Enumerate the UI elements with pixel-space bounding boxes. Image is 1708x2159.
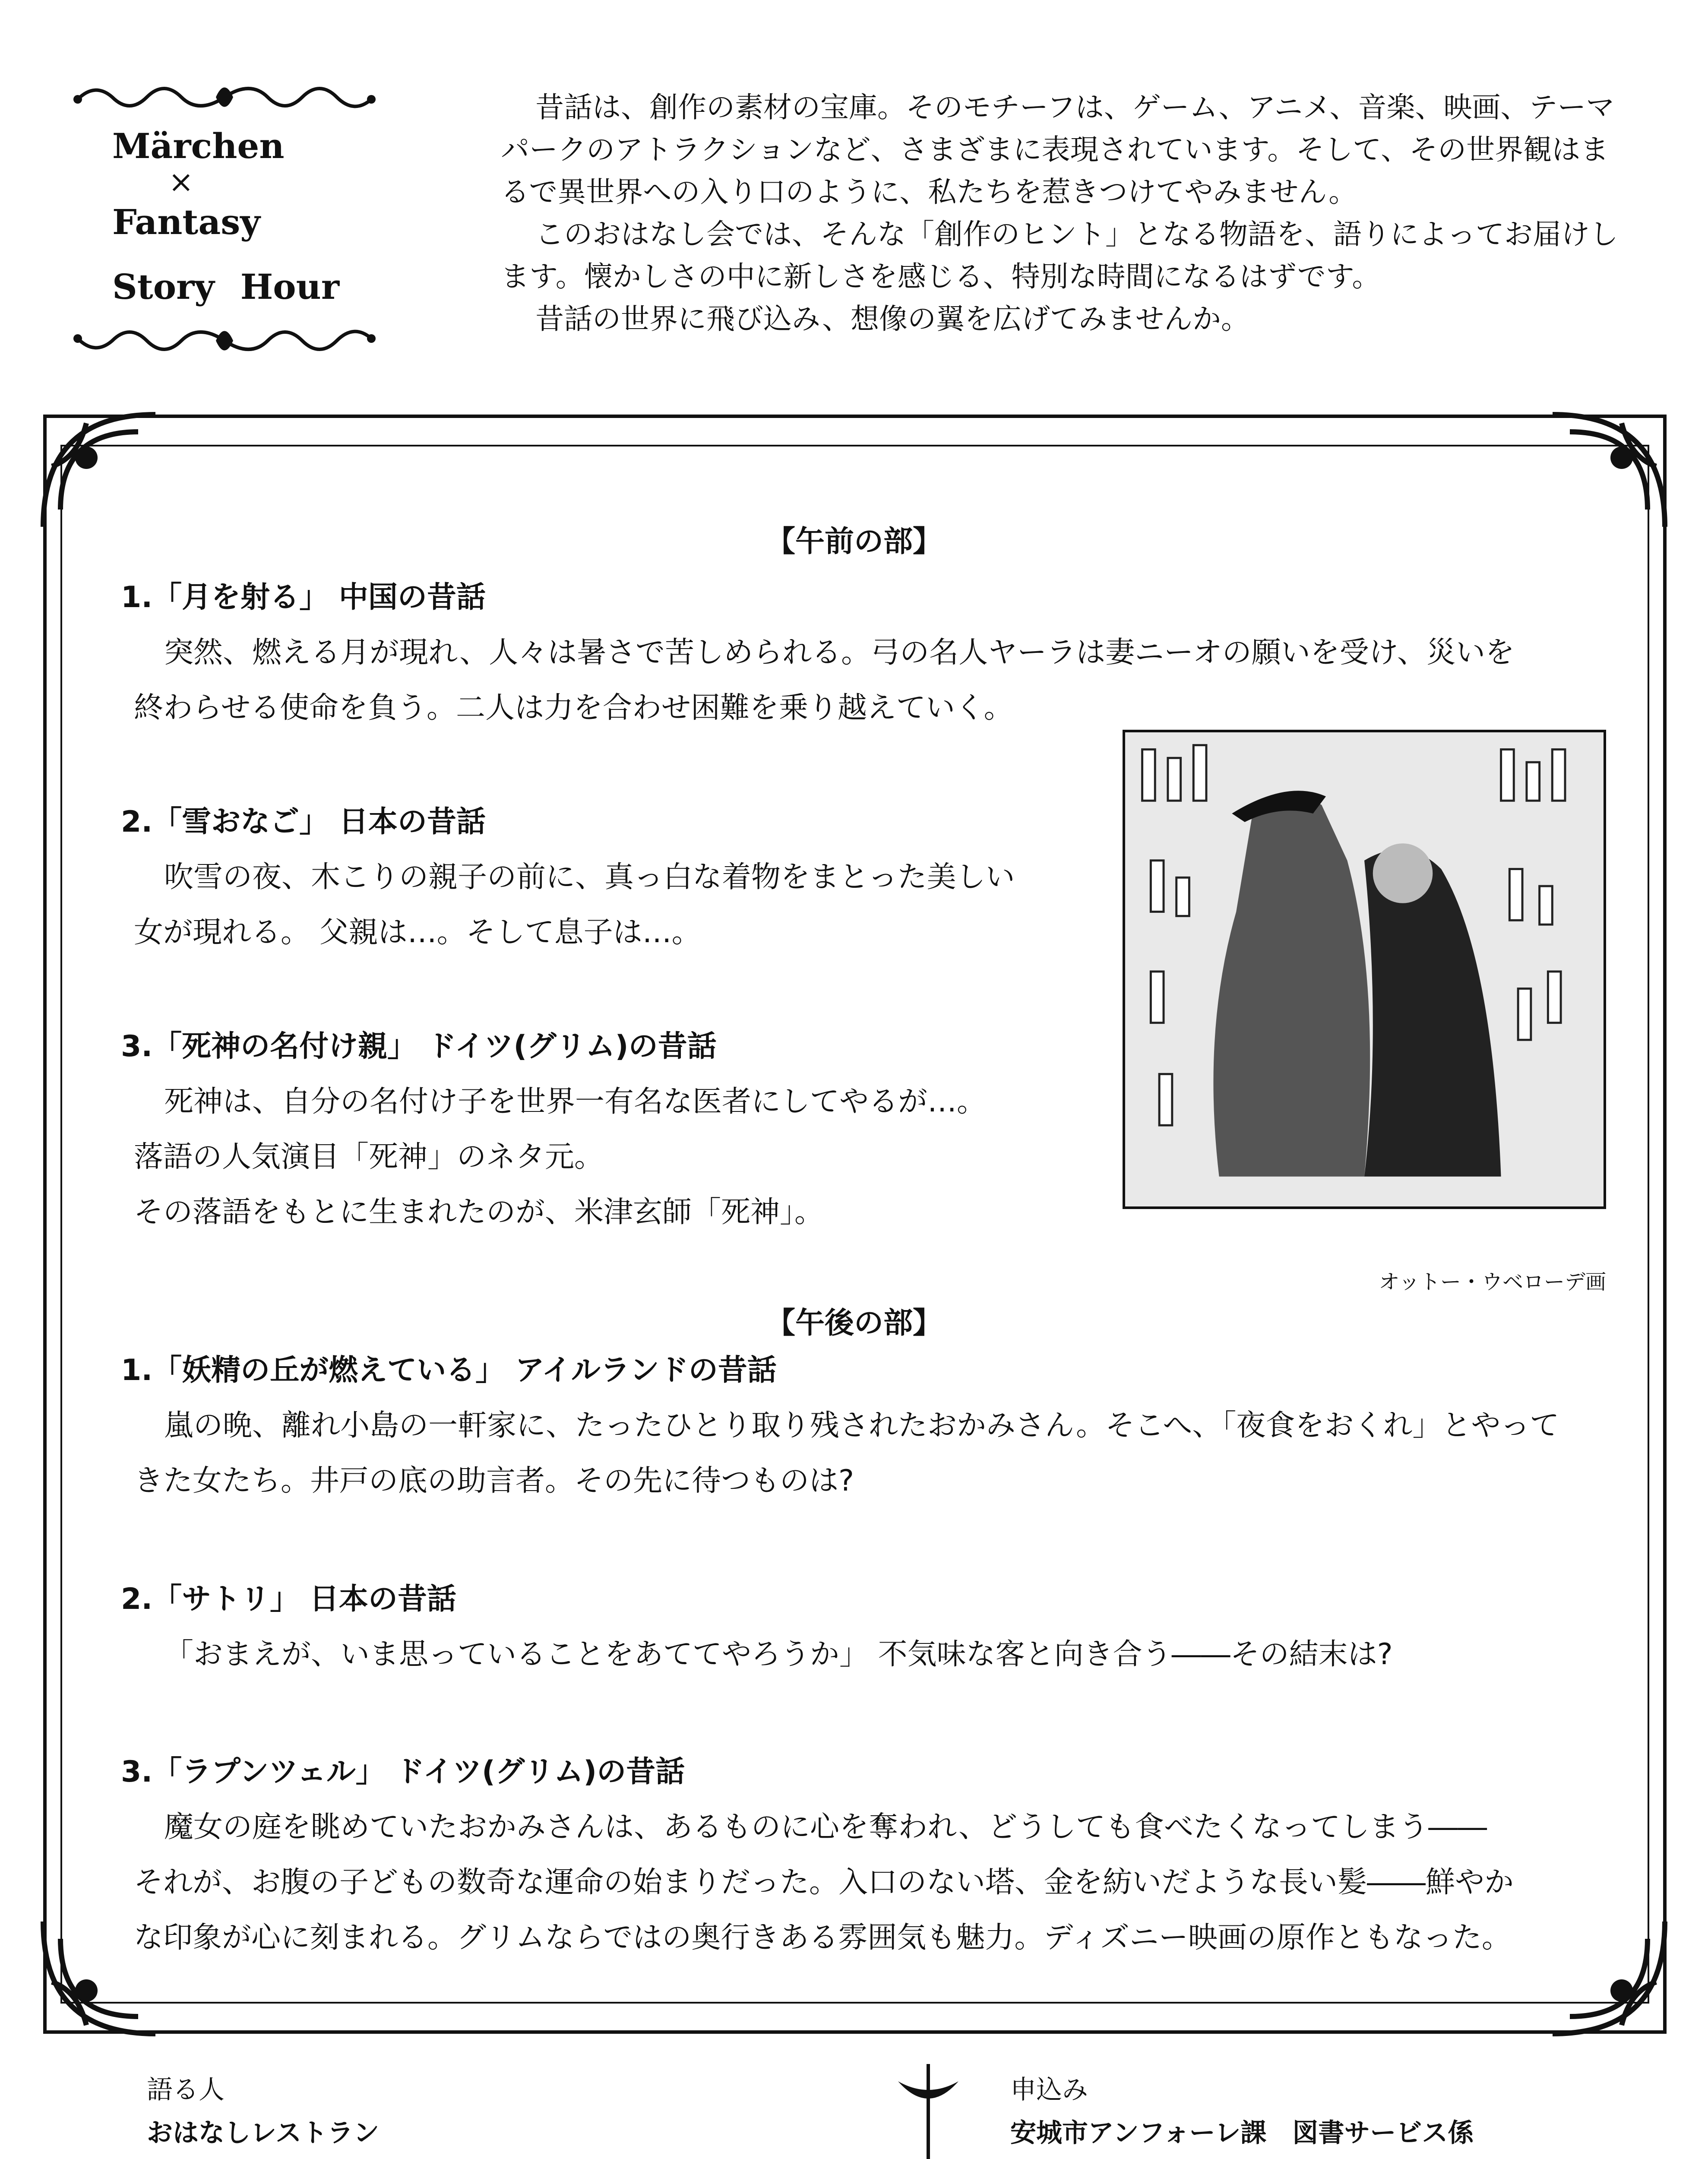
story-item: [121, 570, 1623, 736]
story-title: 1.「妖精の丘が燃えている」 アイルランドの昔話: [121, 1353, 777, 1387]
story-synopsis: 嵐の晩、離れ小島の一軒家に、たったひとり取り残されたおかみさん。そこへ、「夜食をおくれ」とやって きた女たち。井戸の底の助言者。その先に待つものは?: [134, 1409, 1559, 1498]
story-title: 2.「サトリ」 日本の昔話: [121, 1582, 456, 1616]
story-title: 3.「ラプンツェル」 ドイツ(グリム)の昔話: [121, 1755, 685, 1789]
apply-label: 申込み: [1010, 2075, 1088, 2105]
story-title: 3.「死神の名付け親」 ドイツ(グリム)の昔話: [121, 1029, 717, 1064]
intro-paragraph: 昔話の世界に飛び込み、想像の翼を広げてみませんか。: [535, 302, 1249, 336]
afternoon-heading: 【午後の部】: [765, 1306, 942, 1340]
teller-description: [147, 2155, 846, 2159]
fleur-ornament-icon: [872, 2055, 984, 2159]
story-item: [121, 1343, 1623, 1509]
story-illustration: [1123, 730, 1606, 1209]
application-info: [1010, 2068, 1658, 2159]
story-synopsis: 魔女の庭を眺めていたおかみさんは、あるものに心を奪われ、どうしても食べたくなってしまう―― それが、お腹の子どもの数奇な運命の始まりだった。入口のない塔、金を紡いだような長い髪――鮮やか な印象が心に刻まれる。グリムならではの奥行きある雰囲気も魅力。ディズニー映画の原作ともなった。: [134, 1810, 1514, 1955]
intro-paragraph: 昔話は、創作の素材の宝庫。そのモチーフは、ゲーム、アニメ、音楽、映画、テーマパークのアトラクションなど、さまざまに表現されています。そして、その世界観はまるで異世界への入り口のように、私たちを惹きつけてやみません。: [501, 91, 1615, 209]
title-cross: ×: [168, 164, 194, 199]
story-item: [121, 1019, 1097, 1240]
illustration-credit: オットー・ウベローデ画: [1379, 1270, 1606, 1294]
title-fantasy: Fantasy: [112, 202, 260, 242]
teller-info: [147, 2068, 846, 2159]
intro-text: [501, 86, 1632, 340]
story-synopsis: 突然、燃える月が現れ、人々は暑さで苦しめられる。弓の名人ヤーラは妻ニーオの願いを受け、災いを 終わらせる使命を負う。二人は力を合わせ困難を乗り越えていく。: [134, 636, 1515, 725]
story-synopsis: 吹雪の夜、木こりの親子の前に、真っ白な着物をまとった美しい 女が現れる。 父親は…。そして息子は…。: [134, 860, 1015, 950]
apply-office: 安城市アンフォーレ課 図書サービス係: [1010, 2118, 1474, 2148]
apply-postal: [1010, 2155, 1658, 2159]
story-synopsis: 「おまえが、いま思っていることをあててやろうか」 不気味な客と向き合う――その結末は?: [164, 1637, 1393, 1671]
scroll-ornament-bottom-icon: [69, 317, 380, 364]
morning-heading: 【午前の部】: [765, 525, 942, 559]
story-item: [121, 1744, 1623, 1966]
story-title: 2.「雪おなご」 日本の昔話: [121, 805, 486, 839]
corner-flourish-icon: [35, 406, 164, 535]
story-synopsis: 死神は、自分の名付け子を世界一有名な医者にしてやるが…。 落語の人気演目「死神」のネタ元。 その落語をもとに生まれたのが、米津玄師「死神」。: [134, 1085, 987, 1229]
story-item: [121, 1572, 1623, 1682]
intro-paragraph: このおはなし会では、そんな「創作のヒント」となる物語を、語りによってお届けします。懐かしさの中に新しさを感じる、特別な時間になるはずです。: [501, 218, 1618, 293]
story-item: [121, 795, 1097, 960]
title-marchen: Märchen: [112, 126, 285, 166]
teller-label: 語る人: [147, 2075, 225, 2105]
scroll-ornament-top-icon: [69, 73, 380, 121]
title-block: [69, 73, 397, 364]
corner-flourish-icon: [1544, 406, 1673, 535]
story-title: 1.「月を射る」 中国の昔話: [121, 580, 486, 614]
teller-name: おはなしレストラン: [147, 2118, 380, 2148]
title-story-hour: Story Hour: [112, 266, 339, 307]
